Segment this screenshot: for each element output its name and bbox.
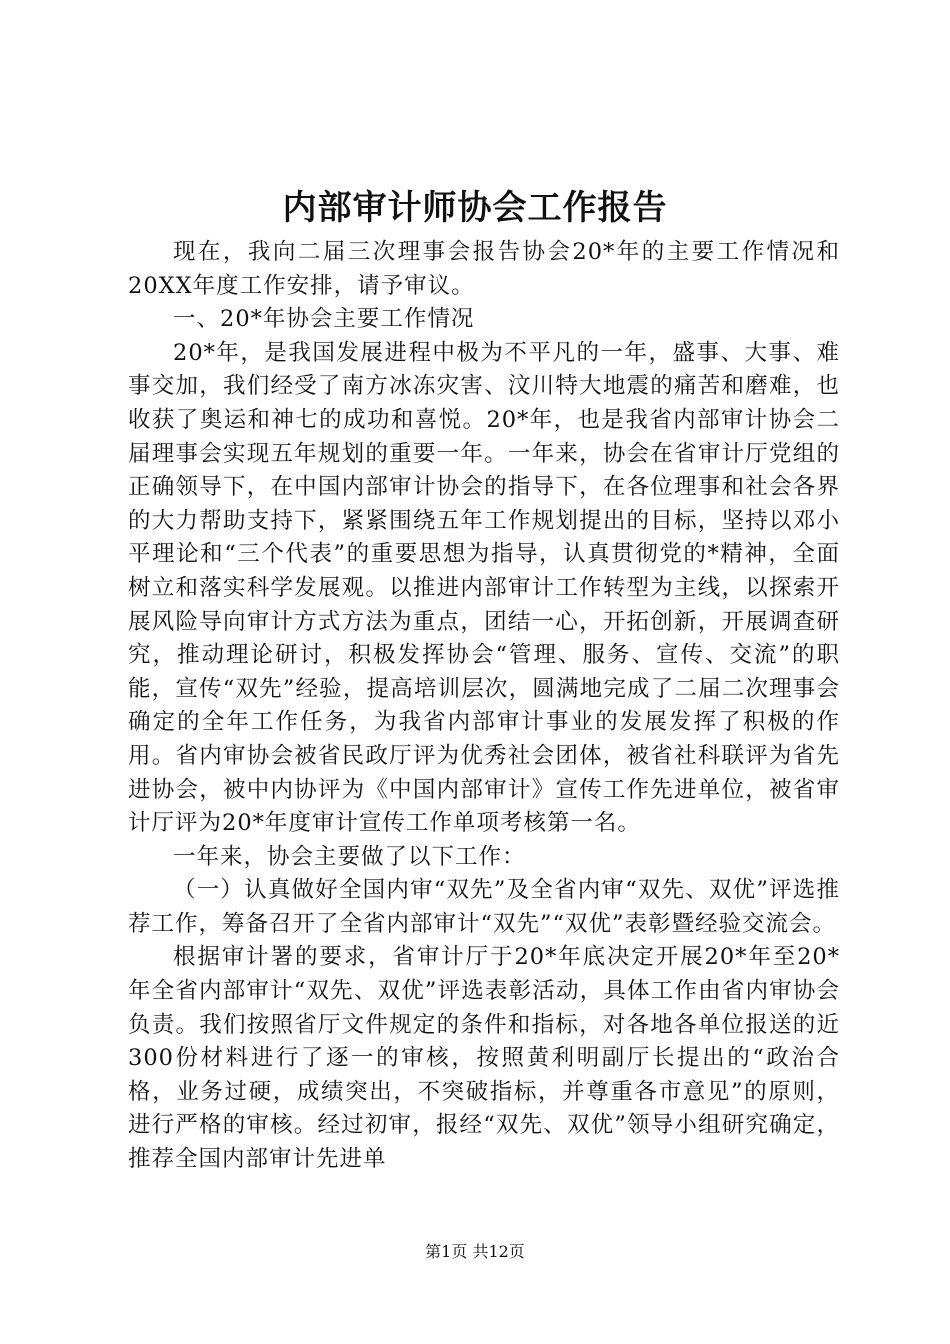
page-footer: 第1页 共12页 <box>425 1242 525 1261</box>
subsection-heading-1: （一）认真做好全国内审“双先”及全省内审“双先、双优”评选推荐工作，筹备召开了全省内部审计“双先”“双优”表彰暨经验交流会。 <box>128 877 840 937</box>
document-title: 内部审计师协会工作报告 <box>282 188 668 228</box>
paragraph-summary: 20*年，是我国发展进程中极为不平凡的一年，盛事、大事、难事交加，我们经受了南方冰冻灾害、汶川特大地震的痛苦和磨难，也收获了奥运和神七的成功和喜悦。20*年，也是我省内部审计协会二届理事会实现五年规划的重要一年。一年来，协会在省审计厅党组的正确领导下，在中国内部审计协会的指导下，在各位理事和社会各界的大力帮助支持下，紧紧围绕五年工作规划提出的目标，坚持以邓小平理论和“三个代表”的重要思想为指导，认真贯彻党的*精神，全面树立和落实科学发展观。以推进内部审计工作转型为主线，以探索开展风险导向审计方式方法为重点，团结一心，开拓创新，开展调查研究，推动理论研讨，积极发挥协会“管理、服务、宣传、交流”的职能，宣传“双先”经验，提高培训层次，圆满地完成了二届二次理事会确定的全年工作任务，为我省内部审计事业的发展发挥了积极的作用。省内审协会被省民政厅评为优秀社会团体，被省社科联评为省先进协会，被中内协评为《中国内部审计》宣传工作先进单位，被省审计厅评为20*年度审计宣传工作单项考核第一名。 <box>128 339 840 837</box>
paragraph-evaluation: 根据审计署的要求，省审计厅于20*年底决定开展20*年至20*年全省内部审计“双先、双优”评选表彰活动，具体工作由省内审协会负责。我们按照省厅文件规定的条件和指标，对各地各单位报送的近300份材料进行了逐一的审核，按照黄利明副厅长提出的“政治合格，业务过硬，成绩突出，不突破指标，并尊重各市意见”的原则，进行严格的审核。经过初审，报经“双先、双优”领导小组研究确定，推荐全国内部审计先进单 <box>128 944 840 1173</box>
section-heading-1: 一、20*年协会主要工作情况 <box>173 306 475 333</box>
paragraph-work-intro: 一年来，协会主要做了以下工作： <box>173 843 526 870</box>
document-body <box>128 236 840 1177</box>
paragraph-intro: 现在，我向二届三次理事会报告协会20*年的主要工作情况和20XX年度工作安排，请予审议。 <box>128 239 840 299</box>
